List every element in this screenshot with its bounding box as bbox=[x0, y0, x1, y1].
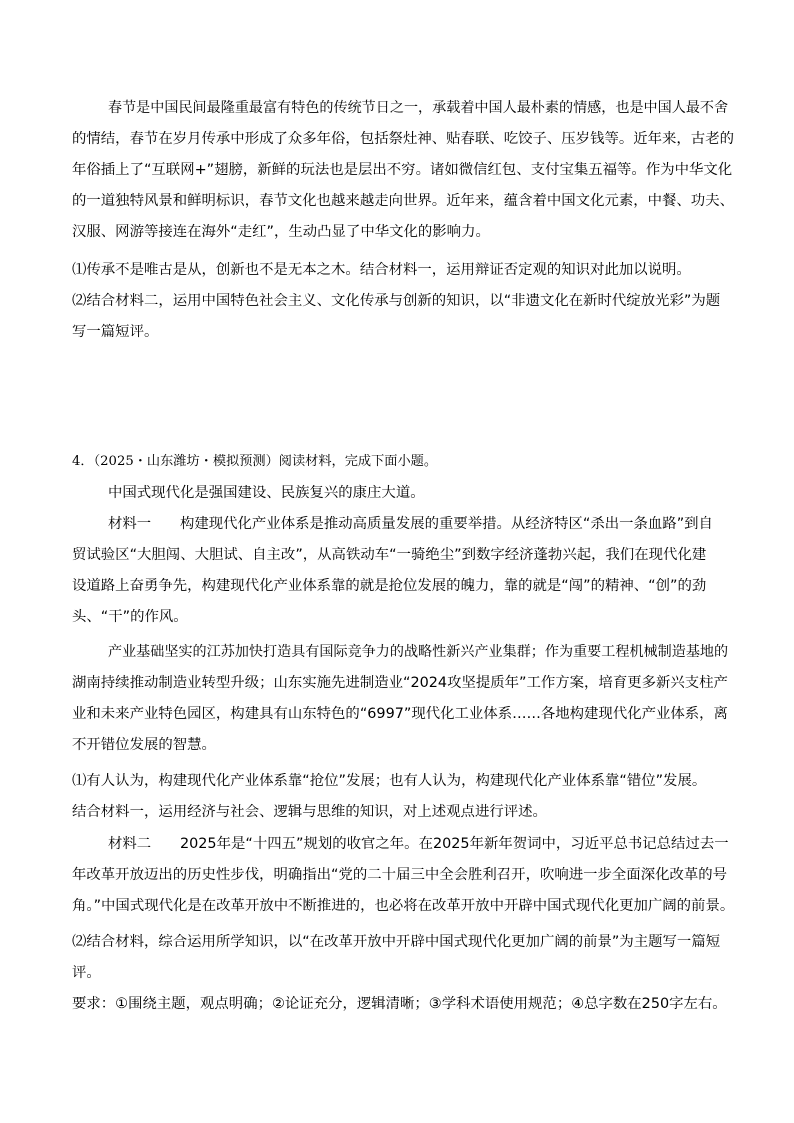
text-line: ⑴传承不是唯古是从，创新也不是无本之木。结合材料一，运用辩证否定观的知识对此加以说明。 bbox=[72, 262, 691, 278]
text-line: 材料一 构建现代化产业体系是推动高质量发展的重要举措。从经济特区“杀出一条血路”到自 bbox=[108, 516, 713, 532]
lead-sentence bbox=[72, 478, 736, 509]
text-line: ⑵结合材料，综合运用所学知识，以“在改革开放中开辟中国式现代化更加广阔的前景”为主题写一篇短 bbox=[72, 934, 721, 950]
question-2-prompt bbox=[72, 286, 736, 348]
text-line: 写一篇短评。 bbox=[72, 324, 159, 340]
text-line: 年改革开放迈出的历史性步伐，明确指出“党的二十届三中全会胜利召开，吹响进一步全面深化改革的号 bbox=[72, 867, 728, 883]
material-one-continued bbox=[72, 637, 736, 761]
text-line: 湖南持续推动制造业转型升级；山东实施先进制造业“2024攻坚提质年”工作方案，培育更多新兴支柱产 bbox=[72, 675, 728, 691]
text-line: 中国式现代化是强国建设、民族复兴的康庄大道。 bbox=[108, 485, 425, 501]
spring-festival-material bbox=[72, 93, 736, 248]
text-line: 的情结，春节在岁月传承中形成了众多年俗，包括祭灶神、贴春联、吃饺子、压岁钱等。近年来，古老的 bbox=[72, 131, 734, 147]
text-line: 不开错位发展的智慧。 bbox=[72, 737, 216, 753]
text-line: 结合材料一，运用经济与社会、逻辑与思维的知识，对上述观点进行评述。 bbox=[72, 804, 547, 820]
material-one bbox=[72, 509, 736, 633]
text-line: 贸试验区“大胆闯、大胆试、自主改”，从高铁动车“一骑绝尘”到数字经济蓬勃兴起，我们在现代化建 bbox=[72, 547, 707, 563]
text-line: 4．（2025・山东潍坊・模拟预测）阅读材料，完成下面小题。 bbox=[72, 454, 438, 469]
text-line: 材料二 2025年是“十四五”规划的收官之年。在2025年新年贺词中，习近平总书记总结过去一 bbox=[108, 836, 729, 852]
text-line: 年俗插上了“互联网+”翅膀，新鲜的玩法也是层出不穷。诸如微信红包、支付宝集五福等。作为中华文化 bbox=[72, 162, 733, 178]
text-line: 要求：①围绕主题，观点明确；②论证充分，逻辑清晰；③学科术语使用规范；④总字数在250字左右。 bbox=[72, 996, 727, 1012]
text-line: 业和未来产业特色园区，构建具有山东特色的“6997”现代化工业体系……各地构建现代化产业体系，离 bbox=[72, 706, 728, 722]
text-line: 汉服、网游等接连在海外“走红”，生动凸显了中华文化的影响力。 bbox=[72, 224, 490, 240]
text-line: 设道路上奋勇争先，构建现代化产业体系靠的就是抢位发展的魄力，靠的就是“闯”的精神、“创”的劲 bbox=[72, 578, 707, 594]
text-line: 的一道独特风景和鲜明标识，春节文化也越来越走向世界。近年来，蕴含着中国文化元素，中餐、功夫、 bbox=[72, 193, 734, 209]
question-4-header bbox=[72, 446, 736, 477]
text-line: 产业基础坚实的江苏加快打造具有国际竞争力的战略性新兴产业集群；作为重要工程机械制造基地的 bbox=[108, 644, 729, 660]
text-line: 评。 bbox=[72, 965, 101, 981]
question-1-prompt bbox=[72, 255, 736, 286]
text-line: 角。”中国式现代化是在改革开放中不断推进的，也必将在改革开放中开辟中国式现代化更加广阔的前景。 bbox=[72, 898, 735, 914]
text-line: ⑴有人认为，构建现代化产业体系靠“抢位”发展；也有人认为，构建现代化产业体系靠“错位”发展。 bbox=[72, 773, 707, 789]
text-line: 春节是中国民间最隆重最富有特色的传统节日之一，承载着中国人最朴素的情感，也是中国人最不舍 bbox=[108, 100, 729, 116]
material-two bbox=[72, 829, 736, 922]
text-line: ⑵结合材料二，运用中国特色社会主义、文化传承与创新的知识，以“非遗文化在新时代绽放光彩”为题 bbox=[72, 293, 721, 309]
question-4-1-prompt bbox=[72, 766, 736, 828]
writing-requirement bbox=[72, 989, 736, 1020]
question-4-2-prompt bbox=[72, 927, 736, 989]
text-line: 头、“干”的作风。 bbox=[72, 609, 188, 625]
